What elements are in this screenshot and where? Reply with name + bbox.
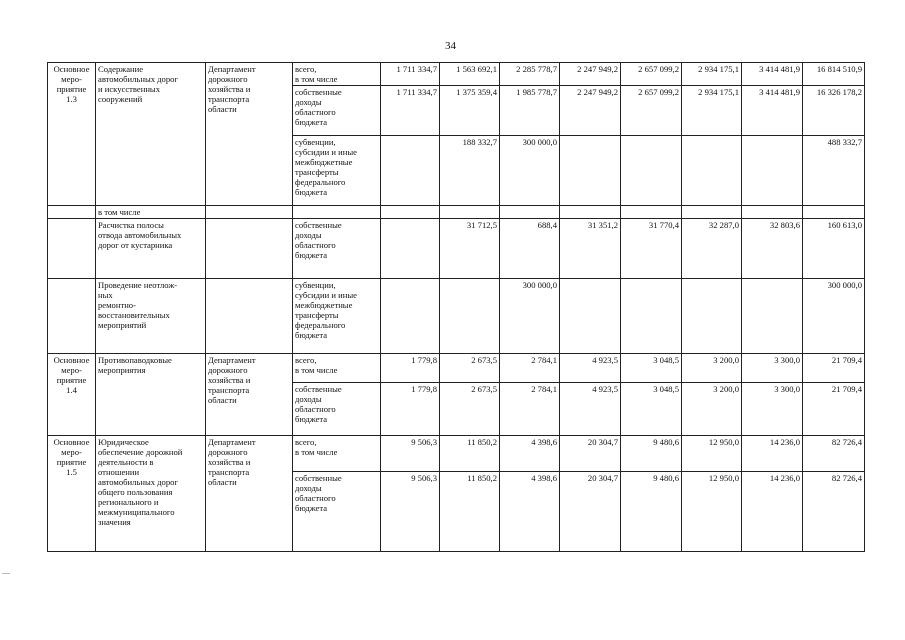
empty-cell bbox=[621, 206, 682, 219]
value-cell: 300 000,0 bbox=[500, 279, 560, 354]
total-cell: 21 709,4 bbox=[803, 354, 865, 383]
table-row bbox=[48, 279, 865, 354]
total-cell: 16 814 510,9 bbox=[803, 63, 865, 86]
empty-cell bbox=[206, 206, 293, 219]
value-cell: 4 398,6 bbox=[500, 436, 560, 472]
value-cell: 1 985 778,7 bbox=[500, 86, 560, 136]
budget-table bbox=[47, 62, 865, 552]
empty-cell bbox=[560, 206, 621, 219]
value-cell: 3 414 481,9 bbox=[742, 63, 803, 86]
value-cell: 3 200,0 bbox=[682, 354, 742, 383]
funding-source: собственные доходы областного бюджета bbox=[293, 219, 381, 279]
empty-cell bbox=[293, 206, 381, 219]
value-cell: 2 934 175,1 bbox=[682, 63, 742, 86]
sub-activity-name: Проведение неотлож- ных ремонтно- восстановительных мероприятий bbox=[96, 279, 206, 354]
value-cell: 9 480,6 bbox=[621, 472, 682, 552]
funding-source: всего, в том числе bbox=[293, 354, 381, 383]
activity-name: Содержание автомобильных дорог и искусственных сооружений bbox=[96, 63, 206, 206]
value-cell: 20 304,7 bbox=[560, 436, 621, 472]
activity-code: Основное меро- приятие 1.3 bbox=[48, 63, 96, 206]
value-cell: 1 779,8 bbox=[381, 354, 440, 383]
value-cell bbox=[621, 279, 682, 354]
value-cell: 688,4 bbox=[500, 219, 560, 279]
funding-source: всего, в том числе bbox=[293, 63, 381, 86]
value-cell bbox=[682, 136, 742, 206]
value-cell bbox=[560, 136, 621, 206]
value-cell bbox=[742, 279, 803, 354]
value-cell: 4 923,5 bbox=[560, 354, 621, 383]
value-cell: 1 779,8 bbox=[381, 383, 440, 436]
value-cell: 9 506,3 bbox=[381, 472, 440, 552]
executor: Департамент дорожного хозяйства и транспорта области bbox=[206, 354, 293, 436]
value-cell bbox=[682, 279, 742, 354]
value-cell: 2 657 099,2 bbox=[621, 63, 682, 86]
value-cell: 1 711 334,7 bbox=[381, 63, 440, 86]
value-cell: 188 332,7 bbox=[440, 136, 500, 206]
value-cell: 2 673,5 bbox=[440, 354, 500, 383]
value-cell: 3 300,0 bbox=[742, 354, 803, 383]
value-cell: 2 934 175,1 bbox=[682, 86, 742, 136]
sub-activity-name: Расчистка полосы отвода автомобильных дорог от кустарника bbox=[96, 219, 206, 279]
value-cell: 2 657 099,2 bbox=[621, 86, 682, 136]
total-cell: 82 726,4 bbox=[803, 472, 865, 552]
funding-source: всего, в том числе bbox=[293, 436, 381, 472]
empty-cell bbox=[206, 279, 293, 354]
value-cell: 3 048,5 bbox=[621, 354, 682, 383]
empty-cell bbox=[48, 219, 96, 279]
table-row bbox=[48, 436, 865, 472]
funding-source: субвенции, субсидии и иные межбюджетные трансферты федерального бюджета bbox=[293, 279, 381, 354]
value-cell: 4 398,6 bbox=[500, 472, 560, 552]
funding-source: собственные доходы областного бюджета bbox=[293, 383, 381, 436]
total-cell: 160 613,0 bbox=[803, 219, 865, 279]
value-cell: 1 563 692,1 bbox=[440, 63, 500, 86]
empty-cell bbox=[48, 279, 96, 354]
value-cell: 11 850,2 bbox=[440, 472, 500, 552]
value-cell: 31 770,4 bbox=[621, 219, 682, 279]
empty-cell bbox=[381, 206, 440, 219]
value-cell: 1 711 334,7 bbox=[381, 86, 440, 136]
funding-source: субвенции, субсидии и иные межбюджетные трансферты федерального бюджета bbox=[293, 136, 381, 206]
total-cell: 16 326 178,2 bbox=[803, 86, 865, 136]
value-cell: 32 287,0 bbox=[682, 219, 742, 279]
table-row bbox=[48, 206, 865, 219]
value-cell: 4 923,5 bbox=[560, 383, 621, 436]
value-cell: 3 048,5 bbox=[621, 383, 682, 436]
value-cell: 2 784,1 bbox=[500, 354, 560, 383]
value-cell: 2 247 949,2 bbox=[560, 63, 621, 86]
value-cell: 32 803,6 bbox=[742, 219, 803, 279]
value-cell: 31 351,2 bbox=[560, 219, 621, 279]
activity-name: Юридическое обеспечение дорожной деятельности в отношении автомобильных дорог общего пользования регионального и межмуниципального значения bbox=[96, 436, 206, 552]
empty-cell bbox=[440, 206, 500, 219]
value-cell: 12 950,0 bbox=[682, 472, 742, 552]
table-row bbox=[48, 354, 865, 383]
total-cell: 21 709,4 bbox=[803, 383, 865, 436]
activity-name: Противопаводковые мероприятия bbox=[96, 354, 206, 436]
total-cell: 300 000,0 bbox=[803, 279, 865, 354]
value-cell bbox=[621, 136, 682, 206]
empty-cell bbox=[742, 206, 803, 219]
value-cell: 31 712,5 bbox=[440, 219, 500, 279]
value-cell bbox=[381, 219, 440, 279]
funding-source: собственные доходы областного бюджета bbox=[293, 86, 381, 136]
value-cell: 3 200,0 bbox=[682, 383, 742, 436]
value-cell: 11 850,2 bbox=[440, 436, 500, 472]
value-cell: 20 304,7 bbox=[560, 472, 621, 552]
value-cell bbox=[381, 136, 440, 206]
funding-source: собственные доходы областного бюджета bbox=[293, 472, 381, 552]
value-cell: 3 414 481,9 bbox=[742, 86, 803, 136]
value-cell: 9 480,6 bbox=[621, 436, 682, 472]
value-cell: 12 950,0 bbox=[682, 436, 742, 472]
table-row bbox=[48, 63, 865, 86]
executor: Департамент дорожного хозяйства и транспорта области bbox=[206, 63, 293, 206]
page-number: 34 bbox=[445, 40, 456, 52]
value-cell: 2 285 778,7 bbox=[500, 63, 560, 86]
value-cell: 2 673,5 bbox=[440, 383, 500, 436]
value-cell: 2 247 949,2 bbox=[560, 86, 621, 136]
value-cell: 1 375 359,4 bbox=[440, 86, 500, 136]
value-cell bbox=[560, 279, 621, 354]
value-cell: 2 784,1 bbox=[500, 383, 560, 436]
value-cell: 14 236,0 bbox=[742, 472, 803, 552]
empty-cell bbox=[500, 206, 560, 219]
empty-cell bbox=[803, 206, 865, 219]
total-cell: 82 726,4 bbox=[803, 436, 865, 472]
value-cell bbox=[381, 279, 440, 354]
executor: Департамент дорожного хозяйства и транспорта области bbox=[206, 436, 293, 552]
value-cell: 300 000,0 bbox=[500, 136, 560, 206]
including-label: в том числе bbox=[96, 206, 206, 219]
empty-cell bbox=[206, 219, 293, 279]
value-cell: 9 506,3 bbox=[381, 436, 440, 472]
scan-edge-mark: — bbox=[2, 568, 10, 577]
value-cell: 14 236,0 bbox=[742, 436, 803, 472]
empty-cell bbox=[48, 206, 96, 219]
value-cell: 3 300,0 bbox=[742, 383, 803, 436]
table-row bbox=[48, 219, 865, 279]
value-cell bbox=[742, 136, 803, 206]
activity-code: Основное меро- приятие 1.5 bbox=[48, 436, 96, 552]
activity-code: Основное меро- приятие 1.4 bbox=[48, 354, 96, 436]
empty-cell bbox=[682, 206, 742, 219]
total-cell: 488 332,7 bbox=[803, 136, 865, 206]
value-cell bbox=[440, 279, 500, 354]
